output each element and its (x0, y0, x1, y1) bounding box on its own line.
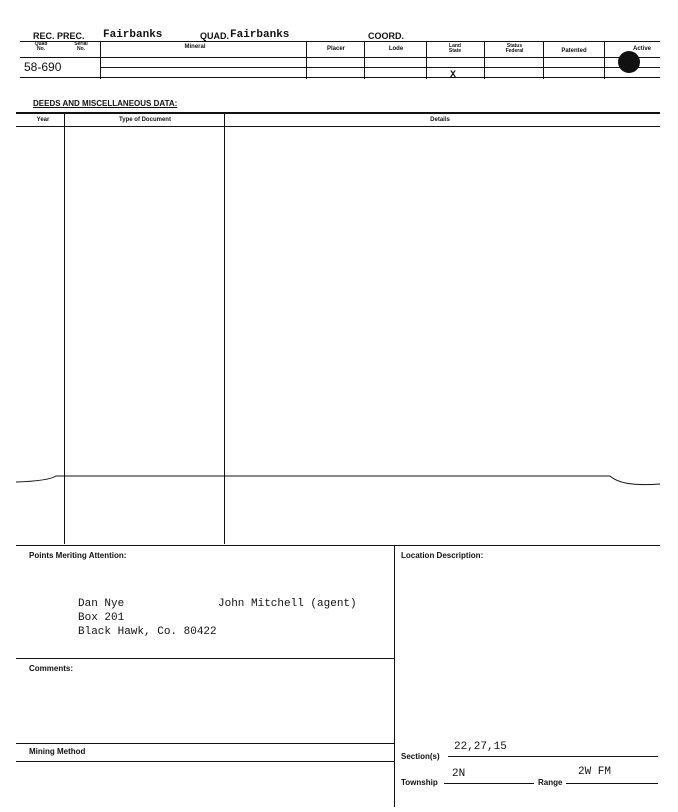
township-line (444, 783, 534, 784)
quad-label: QUAD. (200, 31, 229, 41)
col-divider (543, 41, 544, 79)
col-lode: Lode (388, 46, 404, 52)
deeds-bottom-rule (16, 545, 660, 546)
header-rule (20, 41, 660, 42)
points-box: Box 201 (78, 612, 125, 624)
fold-line (0, 465, 678, 495)
col-divider (100, 41, 101, 79)
comments-rule (16, 658, 394, 659)
col-divider (364, 41, 365, 79)
row-bottom-rule (20, 77, 660, 78)
deeds-title: DEEDS AND MISCELLANEOUS DATA: (33, 99, 178, 108)
coord-label: COORD. (368, 31, 404, 41)
points-agent: John Mitchell (agent) (218, 598, 357, 610)
location-label: Location Description: (401, 551, 484, 560)
quad-value: Fairbanks (230, 29, 290, 41)
col-mineral: Mineral (184, 44, 206, 50)
deeds-top-rule (16, 112, 660, 114)
col-placer: Placer (326, 46, 345, 52)
deeds-header-rule (16, 126, 660, 127)
col-divider (426, 41, 427, 79)
column-header-rule (20, 57, 660, 58)
col-divider (306, 41, 307, 79)
rec-prec-value: Fairbanks (103, 29, 163, 41)
mining-label: Mining Method (29, 747, 86, 756)
col-divider (484, 41, 485, 79)
sections-value: 22,27,15 (454, 741, 507, 753)
points-city: Black Hawk, Co. 80422 (78, 626, 217, 638)
comments-label: Comments: (29, 664, 74, 673)
township-label: Township (401, 778, 438, 787)
sections-label: Section(s) (401, 752, 440, 761)
points-name: Dan Nye (78, 598, 125, 610)
mining-bottom-rule (16, 761, 394, 762)
row-rule (100, 67, 660, 68)
punch-hole-dot (618, 51, 640, 73)
col-type-of-document: Type of Document (119, 117, 171, 123)
mining-top-rule (16, 743, 394, 744)
points-label: Points Meriting Attention: (29, 551, 127, 560)
col-land-state: Land State (448, 43, 462, 54)
col-quad-no: Quad No. (34, 41, 48, 52)
lower-divider (394, 545, 395, 807)
range-line (566, 783, 658, 784)
quad-serial-value: 58-690 (24, 60, 62, 74)
col-year: Year (36, 117, 50, 123)
sections-line (448, 756, 658, 757)
col-details: Details (430, 117, 450, 123)
col-active: Active (632, 46, 651, 52)
col-divider (604, 41, 605, 79)
col-serial-no: Serial No. (74, 41, 88, 52)
rec-prec-label: REC. PREC. (33, 31, 85, 41)
col-status-federal: Status Federal (505, 43, 524, 54)
township-value: 2N (452, 768, 466, 780)
land-state-mark: X (450, 70, 457, 81)
range-label: Range (538, 778, 563, 787)
col-patented: Patented (561, 48, 587, 54)
range-value: 2W FM (578, 766, 612, 778)
